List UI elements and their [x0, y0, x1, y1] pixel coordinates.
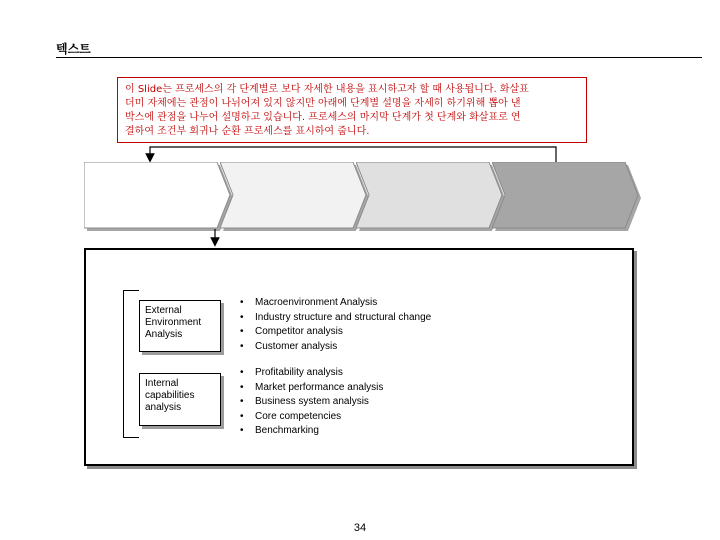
list-item: • Macroenvironment Analysis: [240, 296, 431, 311]
list-item: • Core competencies: [240, 410, 383, 425]
list-item: • Customer analysis: [240, 340, 431, 355]
process-step-4: [492, 162, 642, 234]
list-item: • Business system analysis: [240, 395, 383, 410]
external-analysis-list: [240, 296, 431, 354]
process-step-2: [220, 162, 370, 234]
note-line-4: 결하여 조건부 회귀나 순환 프로세스를 표시하여 줍니다.: [125, 126, 370, 137]
process-step-3: [356, 162, 506, 234]
internal-analysis-list: [240, 366, 383, 439]
page-title: 텍스트: [56, 42, 91, 56]
list-item: • Market performance analysis: [240, 381, 383, 396]
page-number: 34: [353, 522, 367, 534]
note-line-3: 박스에 관점을 나누어 설명하고 있습니다. 프로세스의 마지막 단계가 첫 단계와 화살표로 연: [125, 112, 521, 123]
group-bracket: [123, 290, 139, 438]
external-environment-label: External Environment Analysis: [145, 305, 202, 340]
list-item: • Benchmarking: [240, 424, 383, 439]
loop-back-connector: [150, 147, 556, 163]
internal-capabilities-label: Internal capabilities analysis: [145, 378, 195, 413]
internal-capabilities-box: [139, 373, 221, 426]
note-line-1: 이 Slide는 프로세스의 각 단계별로 보다 자세한 내용을 표시하고자 할 때 사용됩니다. 화살표: [125, 84, 529, 95]
list-item: • Profitability analysis: [240, 366, 383, 381]
note-line-2: 더미 자체에는 관점이 나뉘어져 있지 않지만 아래에 단계별 설명을 자세히 하기위해 뽑아 낸: [125, 98, 521, 109]
list-item: • Competitor analysis: [240, 325, 431, 340]
external-environment-box: [139, 300, 221, 352]
list-item: • Industry structure and structural change: [240, 311, 431, 326]
process-step-1: [84, 162, 234, 234]
